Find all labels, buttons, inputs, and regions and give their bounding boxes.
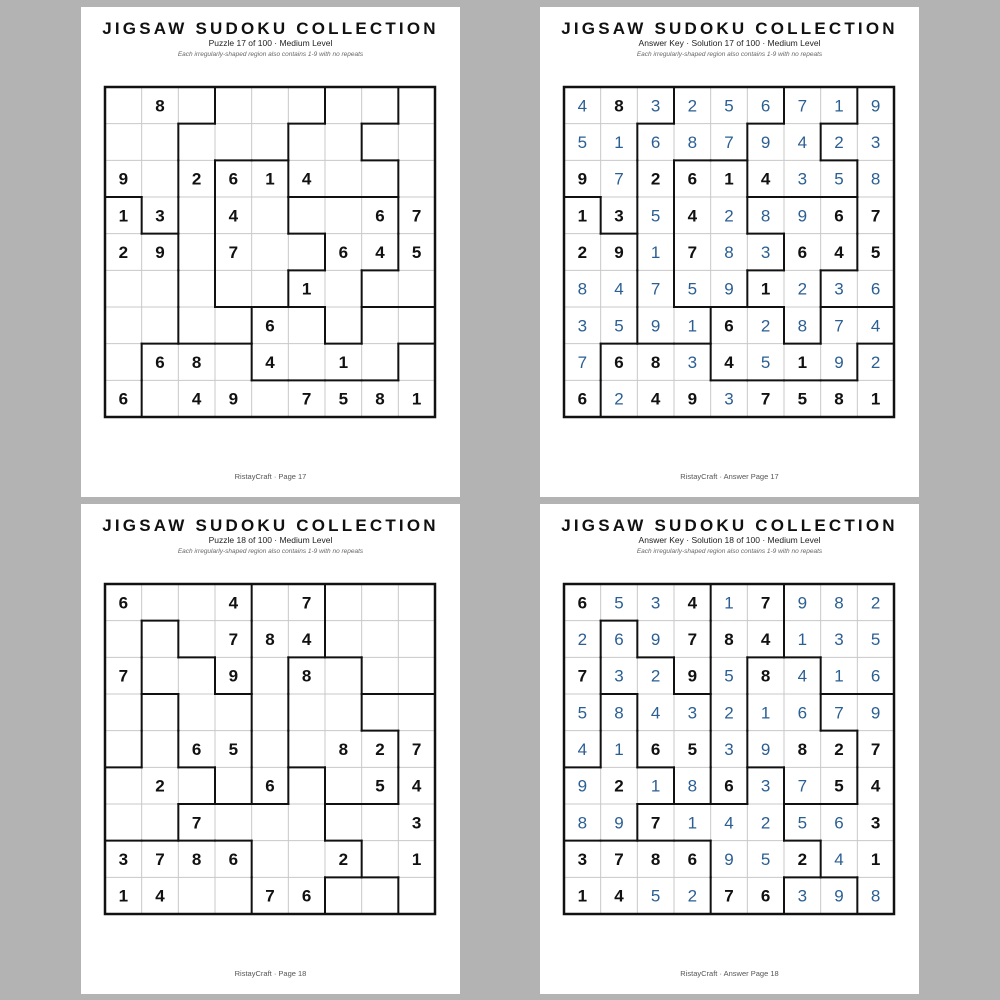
given-digit: 7 [870, 206, 881, 226]
solution-digit: 1 [687, 316, 698, 336]
page-subtitle: Puzzle 17 of 100 · Medium Level [208, 38, 333, 48]
given-digit: 6 [375, 206, 385, 226]
given-digit: 3 [118, 850, 129, 869]
given-digit: 6 [155, 353, 165, 372]
given-digit: 5 [687, 740, 698, 759]
solution-digit: 2 [797, 279, 808, 299]
solution-digit: 8 [577, 279, 588, 299]
given-digit: 7 [760, 593, 771, 613]
given-digit: 1 [577, 886, 588, 906]
given-digit: 2 [797, 850, 808, 869]
sudoku-grid [562, 85, 896, 419]
given-digit: 7 [191, 813, 202, 833]
solution-digit: 4 [797, 133, 808, 152]
given-digit: 6 [228, 169, 239, 189]
given-digit: 4 [760, 169, 771, 189]
solution-digit: 9 [797, 206, 808, 226]
solution-digit: 5 [650, 886, 661, 906]
given-digit: 4 [834, 243, 844, 262]
solution-digit: 2 [687, 886, 698, 906]
solution-digit: 6 [760, 96, 771, 116]
solution-digit: 9 [760, 740, 771, 759]
given-digit: 8 [375, 389, 385, 409]
given-digit: 4 [650, 389, 661, 409]
solution-digit: 8 [870, 886, 881, 906]
given-digit: 3 [870, 813, 881, 833]
given-digit: 3 [577, 850, 588, 869]
given-digit: 8 [760, 666, 771, 686]
given-digit: 6 [687, 169, 698, 189]
given-digit: 1 [118, 886, 129, 906]
given-digit: 7 [411, 740, 422, 759]
given-digit: 9 [118, 169, 129, 189]
given-digit: 6 [724, 776, 734, 796]
solution-digit: 3 [650, 593, 661, 613]
given-digit: 7 [687, 243, 698, 262]
given-digit: 4 [760, 630, 771, 649]
solution-digit: 7 [797, 96, 808, 116]
given-digit: 5 [411, 243, 422, 262]
given-digit: 2 [375, 740, 385, 759]
given-digit: 4 [614, 886, 624, 906]
solution-digit: 2 [577, 630, 588, 649]
page-footer: RistayCraft · Page 17 [234, 472, 307, 481]
given-digit: 1 [411, 389, 422, 409]
solution-digit: 1 [687, 813, 698, 833]
solution-digit: 2 [760, 813, 771, 833]
grid-svg [103, 582, 437, 916]
sudoku-grid [103, 85, 437, 419]
given-digit: 4 [155, 886, 165, 906]
given-digit: 9 [228, 389, 239, 409]
given-digit: 1 [760, 279, 771, 299]
given-digit: 6 [577, 389, 588, 409]
solution-digit: 9 [724, 850, 734, 869]
given-digit: 7 [118, 666, 129, 686]
solution-digit: 8 [577, 813, 588, 833]
given-digit: 8 [797, 740, 808, 759]
solution-digit: 3 [797, 169, 808, 189]
given-digit: 1 [797, 353, 808, 372]
solution-digit: 3 [760, 776, 771, 796]
solution-digit: 1 [797, 630, 808, 649]
given-digit: 5 [375, 776, 385, 796]
solution-digit: 6 [870, 279, 881, 299]
solution-digit: 6 [834, 813, 844, 833]
given-digit: 7 [687, 630, 698, 649]
solution-digit: 1 [650, 243, 661, 262]
solution-digit: 2 [870, 593, 881, 613]
given-digit: 1 [338, 353, 349, 372]
solution-digit: 5 [724, 96, 734, 116]
grid-svg [562, 85, 896, 419]
solution-digit: 4 [724, 813, 734, 833]
solution-digit: 1 [614, 740, 624, 759]
given-digit: 5 [834, 776, 844, 796]
solution-digit: 5 [760, 353, 771, 372]
given-digit: 1 [577, 206, 588, 226]
solution-digit: 2 [760, 316, 771, 336]
solution-digit: 4 [577, 740, 588, 759]
given-digit: 4 [870, 776, 881, 796]
solution-digit: 5 [724, 666, 734, 686]
given-digit: 7 [265, 886, 275, 906]
given-digit: 5 [797, 389, 808, 409]
given-digit: 6 [760, 886, 771, 906]
given-digit: 2 [155, 776, 165, 796]
solution-digit: 3 [834, 279, 844, 299]
solution-digit: 4 [870, 316, 881, 336]
given-digit: 6 [118, 389, 129, 409]
given-digit: 4 [265, 353, 275, 372]
given-digit: 6 [228, 850, 239, 869]
given-digit: 1 [118, 206, 129, 226]
solution-digit: 3 [870, 133, 881, 152]
page-footer: RistayCraft · Answer Page 18 [680, 969, 779, 978]
page-footer: RistayCraft · Answer Page 17 [680, 472, 779, 481]
solution-digit: 1 [650, 776, 661, 796]
solution-digit: 3 [797, 886, 808, 906]
given-digit: 8 [650, 850, 661, 869]
given-digit: 2 [338, 850, 349, 869]
solution-digit: 5 [870, 630, 881, 649]
solution-digit: 2 [650, 666, 661, 686]
given-digit: 2 [650, 169, 661, 189]
given-digit: 6 [577, 593, 588, 613]
solution-digit: 9 [870, 703, 881, 723]
solution-digit: 3 [687, 353, 698, 372]
page-footer: RistayCraft · Page 18 [234, 969, 307, 978]
solution-digit: 7 [650, 279, 661, 299]
given-digit: 4 [228, 593, 239, 613]
given-digit: 6 [687, 850, 698, 869]
answer-page-18 [540, 504, 919, 994]
given-digit: 9 [155, 243, 165, 262]
solution-digit: 3 [687, 703, 698, 723]
page-title: JIGSAW SUDOKU COLLECTION [102, 516, 439, 535]
solution-digit: 5 [614, 593, 624, 613]
given-digit: 7 [301, 593, 312, 613]
solution-digit: 9 [870, 96, 881, 116]
solution-digit: 9 [834, 886, 844, 906]
given-digit: 6 [191, 740, 202, 759]
given-digit: 6 [118, 593, 129, 613]
solution-digit: 9 [577, 776, 588, 796]
puzzle-page-17 [81, 7, 460, 497]
solution-digit: 9 [760, 133, 771, 152]
given-digit: 7 [155, 850, 165, 869]
solution-digit: 2 [614, 389, 624, 409]
given-digit: 6 [301, 886, 312, 906]
given-digit: 7 [870, 740, 881, 759]
given-digit: 9 [228, 666, 239, 686]
page-title: JIGSAW SUDOKU COLLECTION [102, 19, 439, 38]
page-note: Each irregularly-shaped region also contains 1-9 with no repeats [177, 51, 364, 58]
given-digit: 8 [191, 850, 202, 869]
solution-digit: 8 [870, 169, 881, 189]
given-digit: 6 [797, 243, 808, 262]
solution-digit: 1 [760, 703, 771, 723]
grid-svg [562, 582, 896, 916]
page-note: Each irregularly-shaped region also contains 1-9 with no repeats [177, 548, 364, 555]
given-digit: 6 [265, 776, 275, 796]
given-digit: 7 [228, 243, 239, 262]
given-digit: 1 [870, 850, 881, 869]
solution-digit: 6 [650, 133, 661, 152]
given-digit: 1 [724, 169, 734, 189]
given-digit: 1 [411, 850, 422, 869]
solution-digit: 4 [797, 666, 808, 686]
solution-digit: 4 [834, 850, 844, 869]
given-digit: 4 [687, 206, 698, 226]
solution-digit: 5 [797, 813, 808, 833]
solution-digit: 2 [724, 206, 734, 226]
solution-digit: 5 [577, 133, 588, 152]
given-digit: 4 [687, 593, 698, 613]
solution-digit: 9 [834, 353, 844, 372]
given-digit: 8 [650, 353, 661, 372]
solution-digit: 4 [577, 96, 588, 116]
solution-digit: 3 [834, 630, 844, 649]
given-digit: 4 [411, 776, 422, 796]
given-digit: 3 [411, 813, 422, 833]
given-digit: 7 [724, 886, 734, 906]
answer-page-17 [540, 7, 919, 497]
solution-digit: 7 [724, 133, 734, 152]
given-digit: 8 [724, 630, 734, 649]
solution-digit: 5 [834, 169, 844, 189]
given-digit: 6 [724, 316, 734, 336]
given-digit: 1 [301, 279, 312, 299]
solution-digit: 7 [797, 776, 808, 796]
given-digit: 2 [577, 243, 588, 262]
solution-digit: 5 [614, 316, 624, 336]
given-digit: 6 [650, 740, 661, 759]
solution-digit: 8 [834, 593, 844, 613]
given-digit: 3 [614, 206, 624, 226]
page-subtitle: Puzzle 18 of 100 · Medium Level [208, 535, 333, 545]
solution-digit: 2 [724, 703, 734, 723]
given-digit: 2 [191, 169, 202, 189]
page-subtitle: Answer Key · Solution 18 of 100 · Medium Level [638, 535, 821, 545]
given-digit: 8 [301, 666, 312, 686]
solution-digit: 9 [797, 593, 808, 613]
solution-digit: 7 [577, 353, 588, 372]
solution-digit: 5 [760, 850, 771, 869]
given-digit: 3 [155, 206, 165, 226]
solution-digit: 6 [797, 703, 808, 723]
page-title: JIGSAW SUDOKU COLLECTION [561, 19, 898, 38]
solution-digit: 2 [870, 353, 881, 372]
given-digit: 6 [614, 353, 624, 372]
solution-digit: 3 [577, 316, 588, 336]
solution-digit: 3 [650, 96, 661, 116]
given-digit: 9 [687, 666, 698, 686]
solution-digit: 3 [724, 740, 734, 759]
solution-digit: 1 [834, 666, 844, 686]
given-digit: 8 [191, 353, 202, 372]
given-digit: 2 [118, 243, 129, 262]
solution-digit: 3 [760, 243, 771, 262]
solution-digit: 8 [687, 776, 698, 796]
given-digit: 9 [577, 169, 588, 189]
given-digit: 7 [760, 389, 771, 409]
solution-digit: 7 [834, 316, 844, 336]
given-digit: 7 [301, 389, 312, 409]
solution-digit: 8 [760, 206, 771, 226]
solution-digit: 5 [650, 206, 661, 226]
solution-digit: 4 [650, 703, 661, 723]
given-digit: 6 [834, 206, 844, 226]
solution-digit: 3 [724, 389, 734, 409]
given-digit: 7 [650, 813, 661, 833]
solution-digit: 9 [650, 630, 661, 649]
given-digit: 4 [301, 169, 312, 189]
solution-digit: 7 [614, 169, 624, 189]
solution-digit: 8 [797, 316, 808, 336]
solution-digit: 8 [614, 703, 624, 723]
solution-digit: 6 [614, 630, 624, 649]
given-digit: 9 [614, 243, 624, 262]
given-digit: 1 [265, 169, 275, 189]
solution-digit: 2 [834, 133, 844, 152]
solution-digit: 1 [614, 133, 624, 152]
given-digit: 7 [614, 850, 624, 869]
solution-digit: 2 [687, 96, 698, 116]
given-digit: 4 [228, 206, 239, 226]
page-title: JIGSAW SUDOKU COLLECTION [561, 516, 898, 535]
solution-digit: 6 [870, 666, 881, 686]
given-digit: 8 [834, 389, 844, 409]
page-note: Each irregularly-shaped region also contains 1-9 with no repeats [636, 548, 823, 555]
solution-digit: 5 [687, 279, 698, 299]
given-digit: 7 [411, 206, 422, 226]
given-digit: 8 [265, 630, 275, 649]
solution-digit: 3 [614, 666, 624, 686]
given-digit: 2 [834, 740, 844, 759]
given-digit: 5 [870, 243, 881, 262]
grid-svg [103, 85, 437, 419]
given-digit: 1 [870, 389, 881, 409]
solution-digit: 8 [687, 133, 698, 152]
given-digit: 6 [338, 243, 349, 262]
solution-digit: 8 [724, 243, 734, 262]
given-digit: 5 [228, 740, 239, 759]
solution-digit: 1 [724, 593, 734, 613]
solution-digit: 1 [834, 96, 844, 116]
solution-digit: 7 [834, 703, 844, 723]
given-digit: 7 [577, 666, 588, 686]
page-subtitle: Answer Key · Solution 17 of 100 · Medium Level [638, 38, 821, 48]
given-digit: 5 [338, 389, 349, 409]
page-note: Each irregularly-shaped region also contains 1-9 with no repeats [636, 51, 823, 58]
given-digit: 4 [191, 389, 202, 409]
given-digit: 2 [614, 776, 624, 796]
puzzle-page-18 [81, 504, 460, 994]
solution-digit: 9 [724, 279, 734, 299]
given-digit: 4 [375, 243, 385, 262]
given-digit: 4 [301, 630, 312, 649]
given-digit: 8 [614, 96, 624, 116]
solution-digit: 9 [650, 316, 661, 336]
given-digit: 8 [338, 740, 349, 759]
given-digit: 6 [265, 316, 275, 336]
given-digit: 8 [155, 96, 165, 116]
solution-digit: 5 [577, 703, 588, 723]
sudoku-grid [562, 582, 896, 916]
solution-digit: 4 [614, 279, 624, 299]
given-digit: 9 [687, 389, 698, 409]
solution-digit: 9 [614, 813, 624, 833]
sudoku-grid [103, 582, 437, 916]
given-digit: 4 [724, 353, 734, 372]
given-digit: 7 [228, 630, 239, 649]
